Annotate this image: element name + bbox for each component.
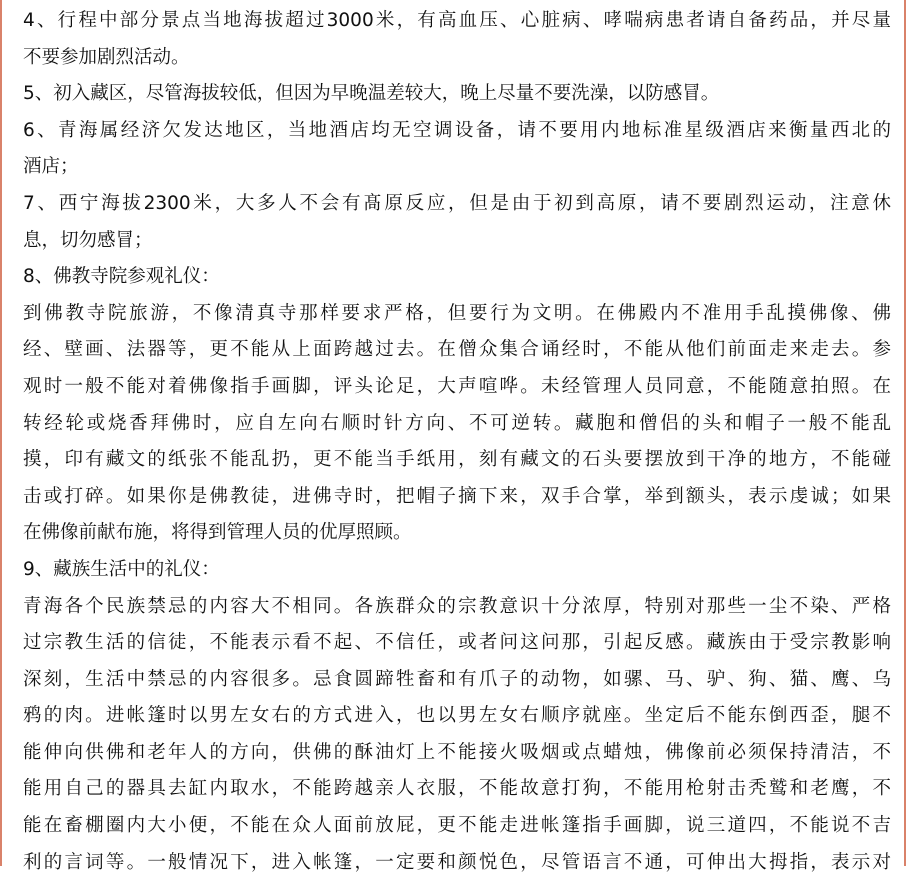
text-line: 到佛教寺院旅游，不像清真寺那样要求严格，但要行为文明。在佛殿内不准用手乱摸佛像、佛 [23, 302, 891, 324]
text-line: 7、西宁海拔2300米，大多人不会有髙原反应，但是由于初到高原，请不要剧烈运动，注意休 [23, 192, 891, 214]
text-line: 鸦的肉。进帐篷时以男左女右的方式进入，也以男左女右顺序就座。坐定后不能东倒西歪，腿不 [23, 705, 891, 727]
text-line: 9、藏族生活中的礼仪： [23, 558, 220, 580]
document-body [23, 3, 891, 881]
text-line: 能用自己的器具去缸内取水，不能跨越亲人衣服，不能故意打狗，不能用枪射击秃鹫和老鹰，不 [23, 778, 891, 800]
text-line: 能伸向供佛和老年人的方向，供佛的酥油灯上不能接火吸烟或点蜡烛，佛像前必须保持清洁，不 [23, 741, 891, 763]
text-line: 8、佛教寺院参观礼仪： [23, 266, 220, 288]
text-line: 4、行程中部分景点当地海拔超过3000米，有高血压、心脏病、哮喘病患者请自备药品，并尽量 [23, 10, 891, 31]
text-line: 青海各个民族禁忌的内容大不相同。各族群众的宗教意识十分浓厚，特别对那些一尘不染、严格 [23, 595, 891, 617]
text-line: 转经轮或烧香拜佛时，应自左向右顺时针方向、不可逆转。藏胞和僧侣的头和帽子一般不能乱 [23, 412, 891, 434]
text-line: 经、壁画、法器等，更不能从上面跨越过去。在僧众集合诵经时，不能从他们前面走来走去。参 [23, 339, 891, 361]
text-line: 过宗教生活的信徒，不能表示看不起、不信任，或者问这问那，引起反感。藏族由于受宗教影响 [23, 632, 891, 654]
text-line: 在佛像前献布施，将得到管理人员的优厚照顾。 [23, 522, 412, 544]
text-line: 息，切勿感冒； [23, 229, 153, 251]
text-line: 观时一般不能对着佛像指手画脚，评头论足，大声喧哗。未经管理人员同意，不能随意拍照。在 [23, 375, 891, 397]
text-line: 酒店； [23, 156, 79, 178]
text-line: 击或打碎。如果你是佛教徒，进佛寺时，把帽子摘下来，双手合掌，举到额头，表示虔诚；如果 [23, 485, 891, 507]
text-line: 不要参加剧烈活动。 [23, 46, 190, 68]
text-line: 6、青海属经济欠发达地区，当地酒店均无空调设备，请不要用内地标准星级酒店来衡量西北的 [23, 119, 891, 141]
text-line: 利的言词等。一般情况下，进入帐篷，一定要和颜悦色，尽管语言不通，可伸出大拇指，表示对 [23, 851, 891, 873]
text-line: 深刻，生活中禁忌的内容很多。忌食圆蹄牲畜和有爪子的动物，如骡、马、驴、狗、猫、鹰、乌 [23, 668, 891, 690]
text-line: 摸，印有藏文的纸张不能乱扔，更不能当手纸用，刻有藏文的石头要摆放到干净的地方，不能碰 [23, 449, 891, 471]
text-line: 5、初入藏区，尽管海拔较低，但因为早晚温差较大，晚上尽量不要洗澡，以防感冒。 [23, 83, 720, 105]
text-line: 能在畜棚圈内大小便，不能在众人面前放屁，更不能走进帐篷指手画脚，说三道四，不能说不吉 [23, 815, 891, 837]
